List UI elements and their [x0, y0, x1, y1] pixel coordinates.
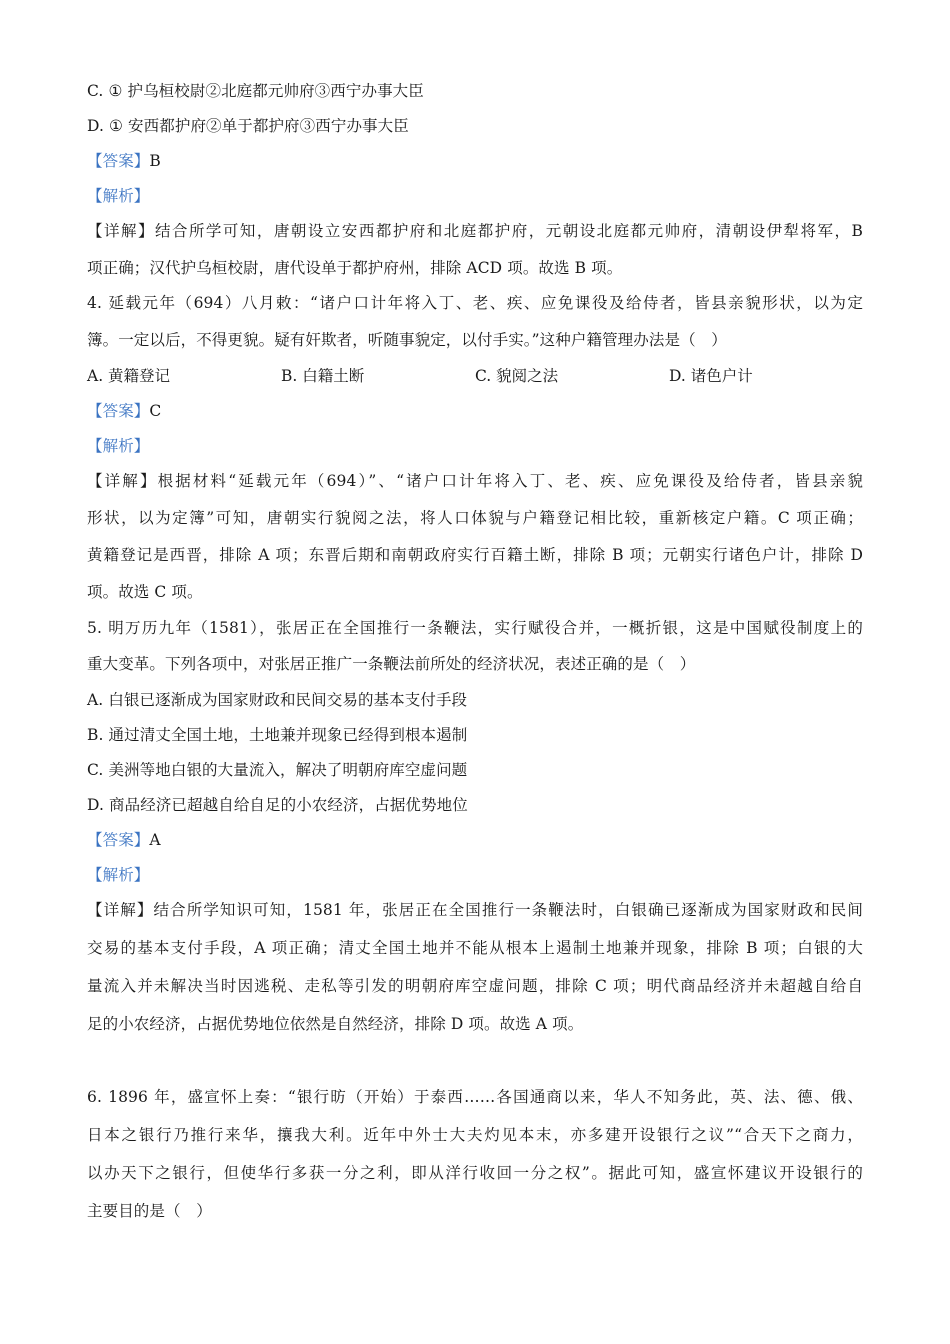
q4-stem-line-2: 簿。一定以后，不得更貌。疑有奸欺者，听随事貌定，以付手实。”这种户籍管理办法是（ ）: [87, 331, 727, 349]
q6-stem-line-3: 以办天下之银行，但使华行多获一分之利，即从洋行收回一分之权”。据此可知，盛宣怀建议开设银行的: [87, 1164, 863, 1182]
q6-stem-line-2: 日本之银行乃推行来华，攘我大利。近年中外士大夫灼见本末，亦多建开设银行之议”“合天下之商力，: [87, 1126, 863, 1144]
answer-tag: 【答案】: [87, 402, 150, 420]
q5-analysis-tag: 【解析】: [87, 866, 150, 884]
q4-option-a: A. 黄籍登记: [87, 367, 171, 385]
q4-detail-line-1: 【详解】根据材料“延载元年（694）”、“诸户口计年将入丁、老、疾、应免课役及给侍者，皆县亲貌: [87, 472, 863, 490]
q4-detail-line-2: 形状，以为定簿”可知，唐朝实行貌阅之法，将人口体貌与户籍登记相比较，重新核定户籍。C 项正确；: [87, 509, 863, 527]
q5-detail-line-2: 交易的基本支付手段，A 项正确；清丈全国土地并不能从根本上遏制土地兼并现象，排除 B 项；白银的大: [87, 939, 863, 957]
q3-answer: [87, 149, 161, 173]
q6-stem-line-4: 主要目的是（ ）: [87, 1202, 212, 1220]
q3-option-d: D. ① 安西都护府②单于都护府③西宁办事大臣: [87, 117, 409, 135]
q3-option-c: C. ① 护乌桓校尉②北庭都元帅府③西宁办事大臣: [87, 82, 424, 100]
q6-stem-line-1: 6. 1896 年，盛宣怀上奏：“银行昉（开始）于泰西……各国通商以来，华人不知务此，英、法、德、俄、: [87, 1088, 863, 1106]
detail-tag: 【详解】: [87, 901, 154, 919]
q4-detail-line-3: 黄籍登记是西晋，排除 A 项；东晋后期和南朝政府实行百籍土断，排除 B 项；元朝实行诸色户计，排除 D: [87, 546, 863, 564]
detail-tag: 【详解】: [87, 472, 158, 490]
q4-analysis-tag: 【解析】: [87, 437, 150, 455]
q5-stem-line-1: 5. 明万历九年（1581），张居正在全国推行一条鞭法，实行赋役合并，一概折银，这是中国赋役制度上的: [87, 619, 863, 637]
q4-answer: [87, 399, 161, 423]
q5-answer: [87, 828, 161, 852]
q4-option-c: C. 貌阅之法: [475, 367, 559, 385]
q4-detail-line-4: 项。故选 C 项。: [87, 583, 203, 601]
q3-detail-line-1: 【详解】结合所学可知，唐朝设立安西都护府和北庭都护府，元朝设北庭都元帅府，清朝设伊犁将军，B: [87, 222, 864, 240]
q5-detail-line-4: 足的小农经济，占据优势地位依然是自然经济，排除 D 项。故选 A 项。: [87, 1015, 584, 1033]
q5-option-a: A. 白银已逐渐成为国家财政和民间交易的基本支付手段: [87, 691, 468, 709]
q3-analysis-tag: 【解析】: [87, 187, 150, 205]
q5-option-c: C. 美洲等地白银的大量流入，解决了明朝府库空虚问题: [87, 761, 468, 779]
q4-option-d: D. 诸色户计: [669, 367, 753, 385]
q4-stem-line-1: 4. 延载元年（694）八月敕：“诸户口计年将入丁、老、疾、应免课役及给侍者，皆县亲貌形状，以为定: [87, 294, 863, 312]
q5-stem-line-2: 重大变革。下列各项中，对张居正推广一条鞭法前所处的经济状况，表述正确的是（ ）: [87, 655, 696, 673]
q3-detail-line-2: 项正确；汉代护乌桓校尉，唐代设单于都护府州，排除 ACD 项。故选 B 项。: [87, 259, 623, 277]
q4-option-b: B. 白籍土断: [281, 367, 365, 385]
q5-option-b: B. 通过清丈全国土地，土地兼并现象已经得到根本遏制: [87, 726, 468, 744]
answer-value: B: [149, 152, 161, 170]
q5-detail-line-3: 量流入并未解决当时因逃税、走私等引发的明朝府库空虚问题，排除 C 项；明代商品经济并未超越自给自: [87, 977, 863, 995]
answer-value: A: [149, 831, 161, 849]
answer-tag: 【答案】: [87, 831, 150, 849]
detail-tag: 【详解】: [87, 222, 155, 240]
q5-option-d: D. 商品经济已超越自给自足的小农经济，占据优势地位: [87, 796, 468, 814]
answer-value: C: [149, 402, 162, 420]
q5-detail-line-1: 【详解】结合所学知识可知，1581 年，张居正在全国推行一条鞭法时，白银确已逐渐成为国家财政和民间: [87, 901, 863, 919]
answer-tag: 【答案】: [87, 152, 150, 170]
